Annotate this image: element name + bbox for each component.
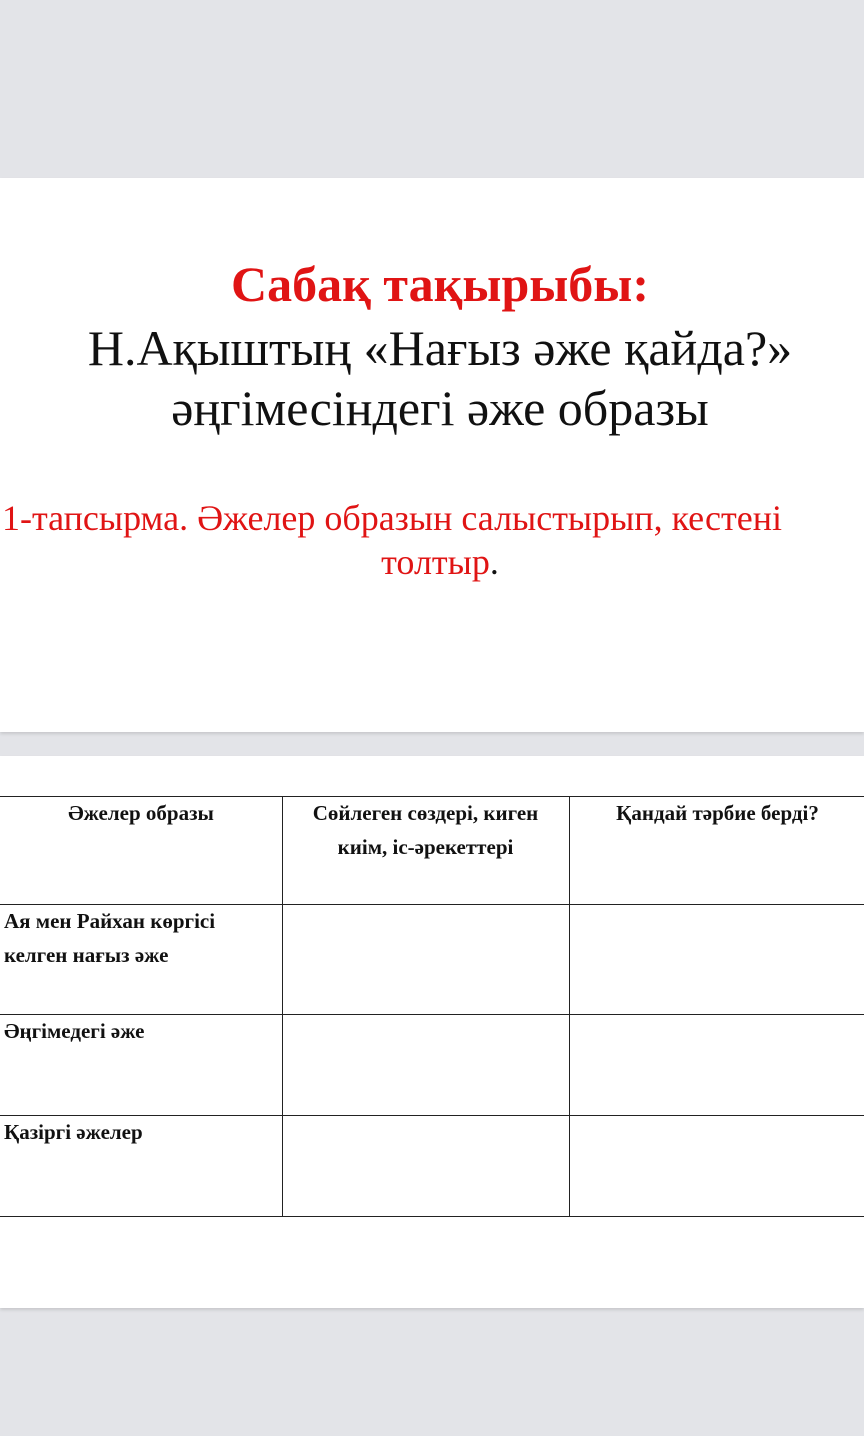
row-label-true-grandmother — [4, 904, 280, 972]
row-label-modern-grandmothers: Қазіргі әжелер — [4, 1120, 143, 1144]
header-cell-upbringing: Қандай тәрбие берді? — [616, 801, 819, 825]
table-border-bottom — [0, 1216, 864, 1217]
header-cell-line: киім, іс-әрекеттері — [337, 835, 514, 859]
header-cell-line: Сөйлеген сөздері, киген — [312, 801, 539, 825]
task-instruction-period: . — [489, 542, 499, 582]
row-label-line: Ая мен Райхан көргісі — [4, 909, 216, 933]
row-label-line: келген нағыз әже — [4, 943, 169, 967]
lesson-title-line-2: әңгімесіндегі әже образы — [171, 380, 709, 436]
title-slide — [0, 178, 864, 732]
lesson-title-line-1: Н.Ақыштың «Нағыз әже қайда?» — [87, 320, 793, 376]
table-column-divider — [569, 796, 570, 1217]
comparison-table — [0, 796, 864, 1217]
task-instruction-line-1: 1-тапсырма. Әжелер образын салыстырып, кестені — [2, 498, 782, 538]
row-label-story-grandmother: Әңгімедегі әже — [4, 1019, 145, 1043]
task-instruction-line-2 — [0, 540, 864, 584]
task-instruction-word: толтыр — [381, 542, 490, 582]
header-cell-grandmother-image: Әжелер образы — [68, 801, 214, 825]
header-cell-words-clothing-actions — [282, 796, 569, 864]
table-slide — [0, 756, 864, 1308]
lesson-topic-label: Сабақ тақырыбы: — [231, 256, 649, 312]
